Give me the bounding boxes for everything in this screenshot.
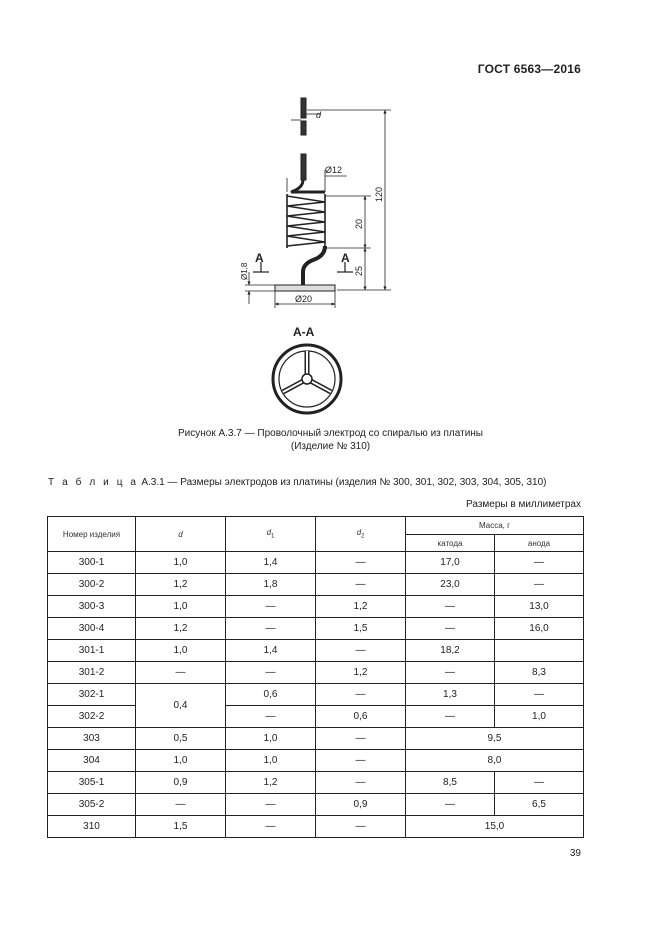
cell-cathode: — — [406, 596, 495, 618]
cell-item: 300-2 — [48, 574, 136, 596]
cell-d2: — — [316, 772, 406, 794]
header-d2: $d_2$ — [316, 517, 406, 552]
cell-mass: 8,0 — [406, 750, 584, 772]
cell-anode: — — [495, 574, 584, 596]
cell-d1: — — [226, 706, 316, 728]
cell-item: 303 — [48, 728, 136, 750]
wire-top — [301, 98, 306, 180]
cell-cathode: — — [406, 662, 495, 684]
cell-anode: 1,0 — [495, 706, 584, 728]
cell-d2: 0,6 — [316, 706, 406, 728]
figure-caption-line1: Рисунок А.3.7 — Проволочный электрод со спиралью из платины — [177, 428, 483, 439]
cell-d: 1,2 — [136, 574, 226, 596]
cell-item: 302-2 — [48, 706, 136, 728]
table-row — [48, 596, 584, 618]
header-item: Номер изделия — [48, 517, 136, 552]
cell-d2: — — [316, 728, 406, 750]
cell-d1: — — [226, 618, 316, 640]
cell-anode: 8,3 — [495, 662, 584, 684]
cell-anode: — — [495, 772, 584, 794]
cell-mass: 15,0 — [406, 816, 584, 838]
wire-bend — [291, 180, 325, 192]
dim-d18-label: Ø1,8 — [240, 262, 249, 280]
standard-header: ГОСТ 6563—2016 — [477, 62, 581, 76]
dim-d18 — [245, 272, 275, 304]
table-title — [48, 477, 546, 488]
cell-item: 301-1 — [48, 640, 136, 662]
base-disk — [275, 285, 335, 291]
dim-dia20-label: Ø20 — [295, 294, 313, 304]
table-title-prefix: Т а б л и ц а — [48, 477, 139, 488]
cell-d2: — — [316, 684, 406, 706]
section-view — [273, 345, 341, 413]
cell-d: 1,0 — [136, 596, 226, 618]
cell-d1: 1,4 — [226, 640, 316, 662]
cell-d: — — [136, 794, 226, 816]
cell-d1: 1,0 — [226, 750, 316, 772]
cell-anode: — — [495, 552, 584, 574]
cell-anode: 13,0 — [495, 596, 584, 618]
cell-cathode: — — [406, 706, 495, 728]
cell-d2: — — [316, 552, 406, 574]
dim-len20-label: 20 — [354, 218, 364, 229]
cell-cathode: 8,5 — [406, 772, 495, 794]
cell-anode: 16,0 — [495, 618, 584, 640]
table-row — [48, 794, 584, 816]
cell-d: — — [136, 662, 226, 684]
header-d: d — [136, 517, 226, 552]
cell-item: 300-4 — [48, 618, 136, 640]
cell-d2: — — [316, 750, 406, 772]
dim-len25-label: 25 — [354, 265, 364, 276]
table-row — [48, 684, 584, 706]
cell-d1: — — [226, 596, 316, 618]
table-row — [48, 574, 584, 596]
cell-d2: 0,9 — [316, 794, 406, 816]
cell-d: 1,5 — [136, 816, 226, 838]
cell-item: 310 — [48, 816, 136, 838]
table-row — [48, 640, 584, 662]
table-row — [48, 728, 584, 750]
table-row — [48, 772, 584, 794]
cell-cathode: 1,3 — [406, 684, 495, 706]
section-title: А-А — [293, 325, 315, 339]
cell-anode — [495, 640, 584, 662]
cell-item: 300-1 — [48, 552, 136, 574]
dim-len20 — [325, 196, 371, 248]
table-row — [48, 816, 584, 838]
cell-d1: 1,2 — [226, 772, 316, 794]
cell-anode: 6,5 — [495, 794, 584, 816]
table-row — [48, 552, 584, 574]
figure-caption-line2: (Изделие № 310) — [290, 441, 371, 452]
cell-cathode: 17,0 — [406, 552, 495, 574]
cell-anode: — — [495, 684, 584, 706]
cell-cathode: 18,2 — [406, 640, 495, 662]
units-note: Размеры в миллиметрах — [466, 499, 581, 510]
cell-cathode: — — [406, 618, 495, 640]
cell-d2: 1,5 — [316, 618, 406, 640]
table-row — [48, 750, 584, 772]
cell-item: 300-3 — [48, 596, 136, 618]
figure-caption — [0, 427, 661, 453]
cell-cathode: 23,0 — [406, 574, 495, 596]
cell-d1: 1,4 — [226, 552, 316, 574]
cell-d1: 1,8 — [226, 574, 316, 596]
table-title-text: А.3.1 — Размеры электродов из платины (изделия № 300, 301, 302, 303, 304, 305, 310) — [141, 477, 547, 488]
table-row — [48, 618, 584, 640]
cell-d2: 1,2 — [316, 596, 406, 618]
cell-d1: — — [226, 662, 316, 684]
electrode-drawing — [225, 92, 405, 422]
cell-d: 0,4 — [136, 684, 226, 728]
dim-dia12-label: Ø12 — [325, 165, 343, 175]
cell-item: 301-2 — [48, 662, 136, 684]
cell-d1: — — [226, 816, 316, 838]
cell-cathode: — — [406, 794, 495, 816]
cell-d: 1,0 — [136, 640, 226, 662]
section-mark-left: A — [255, 251, 264, 265]
cell-d: 0,5 — [136, 728, 226, 750]
page-number: 39 — [569, 848, 581, 859]
cell-d: 0,9 — [136, 772, 226, 794]
cell-d: 1,0 — [136, 552, 226, 574]
header-mass: Масса, г — [406, 517, 584, 535]
header-anode: анода — [495, 535, 584, 552]
cell-d2: 1,2 — [316, 662, 406, 684]
cell-item: 305-1 — [48, 772, 136, 794]
cell-mass: 9,5 — [406, 728, 584, 750]
dim-len120-label: 120 — [374, 186, 384, 202]
cell-d2: — — [316, 640, 406, 662]
dimensions-table — [47, 516, 584, 838]
section-mark-right: A — [341, 251, 350, 265]
cell-d2: — — [316, 816, 406, 838]
cell-d: 1,0 — [136, 750, 226, 772]
cell-d1: 1,0 — [226, 728, 316, 750]
table-row — [48, 662, 584, 684]
wire-bottom — [303, 246, 325, 287]
cell-d1: — — [226, 794, 316, 816]
cell-item: 302-1 — [48, 684, 136, 706]
table-row — [48, 706, 584, 728]
cell-item: 305-2 — [48, 794, 136, 816]
cell-d: 1,2 — [136, 618, 226, 640]
header-cathode: катода — [406, 535, 495, 552]
coil — [287, 194, 325, 248]
cell-item: 304 — [48, 750, 136, 772]
cell-d1: 0,6 — [226, 684, 316, 706]
dim-d-label: d — [316, 110, 322, 120]
header-d1: $d_1$ — [226, 517, 316, 552]
cell-d2: — — [316, 574, 406, 596]
